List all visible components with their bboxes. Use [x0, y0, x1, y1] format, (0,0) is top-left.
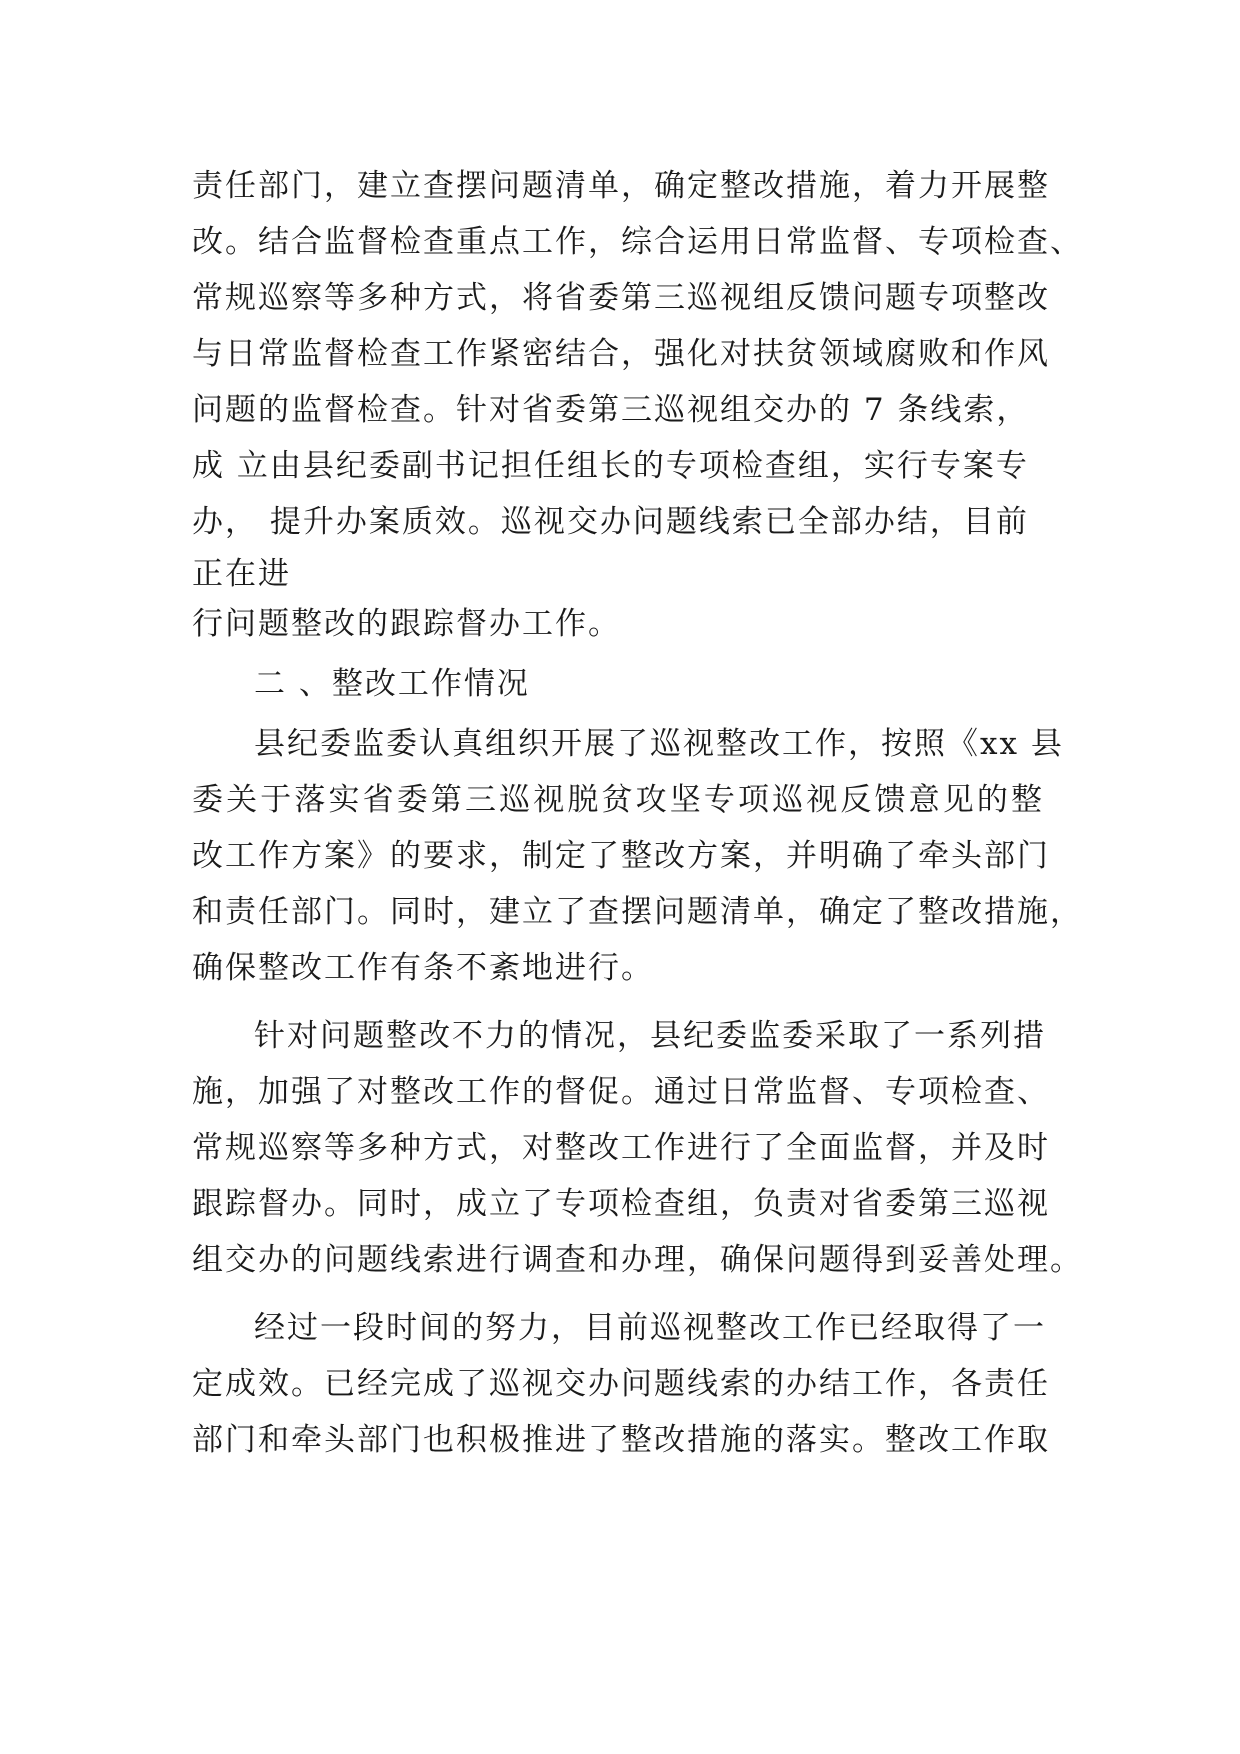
text-line: 委关于落实省委第三巡视脱贫攻坚专项巡视反馈意见的整 — [192, 782, 1044, 818]
text-line: 常规巡察等多种方式，将省委第三巡视组反馈问题专项整改 — [192, 280, 1050, 316]
text-line: 部门和牵头部门也积极推进了整改措施的落实。整改工作取 — [192, 1422, 1050, 1458]
text-line: 跟踪督办。同时，成立了专项检查组，负责对省委第三巡视 — [192, 1186, 1050, 1222]
text-line: 与日常监督检查工作紧密结合，强化对扶贫领域腐败和作风 — [192, 336, 1050, 372]
paragraph-first-line: 经过一段时间的努力，目前巡视整改工作已经取得了一 — [254, 1310, 1046, 1346]
text-line: 常规巡察等多种方式，对整改工作进行了全面监督，并及时 — [192, 1130, 1050, 1166]
text-line: 改。结合监督检查重点工作，综合运用日常监督、专项检查、 — [192, 224, 1083, 260]
text-line: 确保整改工作有条不紊地进行。 — [192, 950, 654, 986]
text-line: 定成效。已经完成了巡视交办问题线索的办结工作，各责任 — [192, 1366, 1050, 1402]
text-line: 正在进 — [192, 556, 291, 592]
text-line: 组交办的问题线索进行调查和办理，确保问题得到妥善处理。 — [192, 1242, 1083, 1278]
paragraph-first-line: 针对问题整改不力的情况，县纪委监委采取了一系列措 — [254, 1018, 1046, 1054]
section-heading: 二 、整改工作情况 — [254, 666, 530, 702]
text-line: 办， 提升办案质效。巡视交办问题线索已全部办结，目前 — [192, 504, 1029, 540]
text-line: 行问题整改的跟踪督办工作。 — [192, 606, 621, 642]
text-line: 问题的监督检查。针对省委第三巡视组交办的 7 条线索， — [192, 392, 1030, 428]
text-line: 改工作方案》的要求，制定了整改方案，并明确了牵头部门 — [192, 838, 1050, 874]
text-line: 成 立由县纪委副书记担任组长的专项检查组，实行专案专 — [192, 448, 1029, 484]
text-line: 和责任部门。同时，建立了查摆问题清单，确定了整改措施， — [192, 894, 1083, 930]
text-line: 责任部门，建立查摆问题清单，确定整改措施，着力开展整 — [192, 168, 1050, 204]
paragraph-first-line: 县纪委监委认真组织开展了巡视整改工作，按照《xx 县 — [254, 726, 1064, 762]
text-line: 施，加强了对整改工作的督促。通过日常监督、专项检查、 — [192, 1074, 1050, 1110]
